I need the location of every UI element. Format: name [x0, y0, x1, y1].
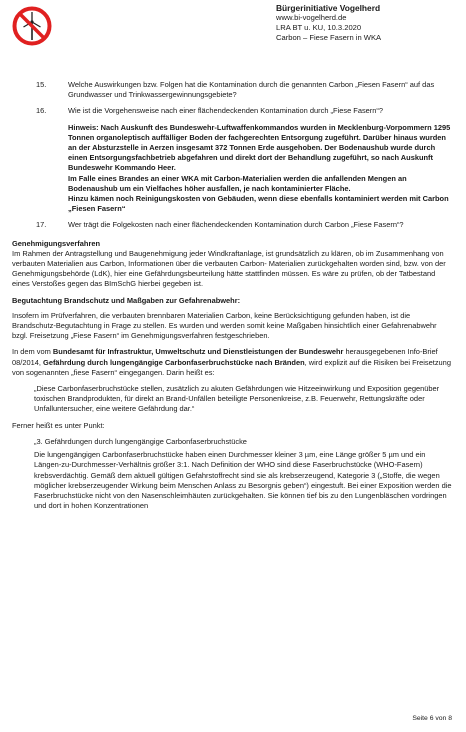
quote-block: Die lungengängigen Carbonfaserbruchstücke haben einen Durchmesser kleiner 3 µm, eine Länge größer 5 µm und ein Längen-zu-Durchmesser-Verhältnis größer 3:1. Nach Definition der WHO sind diese Faserbruchstücke (WHO-Fasern) krebsverdächtig. Gemäß dem aktuell gültigen Gefahrstoffrecht sind sie als krebserzeugend, Kategorie 3 („Stoffe, die wegen möglicher krebserzeugender Wirkung beim Menschen Anlass zu Besorgnis geben“) eingestuft. Bei einer Exposition werden die Faserbruchstücke nicht von den Nasenschleimhäuten zurückgehalten. Sie können tief bis zu den Lungenbläschen vordringen und dort in hohen Konzentrationen [34, 450, 452, 511]
text-span: , wird explizit auf die Risiken bei Freisetzung von sogenannten „fiese Fasern“ eingegangen. Darin heißt es: [12, 357, 451, 377]
paragraph-brandschutz: Insofern im Prüfverfahren, die verbauten brennbaren Materialien Carbon, keine Berücksichtigung gefunden haben, ist die Brandschutz-Begutachtung in Frage zu stellen. Es wurden und werden somit keine Maßgaben hinsichtlich einer Gefahrenabwehr bzgl. Freisetzung „Fiese Fasern“ im Genehmigungsverfahren festgeschrieben. [12, 310, 437, 341]
header-topic: Carbon – Fiese Fasern in WKA [276, 33, 382, 42]
question-number: 17. [36, 220, 47, 230]
header-org: Bürgerinitiative Vogelherd [276, 3, 381, 13]
section-heading-brandschutz: Begutachtung Brandschutz und Maßgaben zur Gefahrenabwehr: [12, 295, 241, 305]
question-text: Welche Auswirkungen bzw. Folgen hat die Kontamination durch die genannten Carbon „Fiesen Fasern“ auf das Grundwasser und Trinkwassergewinnungsgebiete? [68, 80, 435, 100]
quote-block: „Diese Carbonfaserbruchstücke stellen, zusätzlich zu akuten Gefährdungen wie Hitzeeinwirkung und Exposition gegenüber toxischen Brandprodukten, für direkt an Brand-Unfällen beteiligte Personenkreise, z.B. Feuerwehr, Rettungskräfte oder Unfalluntersucher, eine weitere Gefährdung dar.“ [34, 384, 440, 414]
header-url[interactable]: www.bi-vogelherd.de [276, 13, 347, 22]
paragraph-genehmigung: Im Rahmen der Antragstellung und Baugenehmigung jeder Windkraftanlage, ist grundsätzlich zu klären, ob im Zusammenhang von verbauten Materialien aus Carbon, Informationen über die verbauten Carbon- Materialien zurückgehalten worden sind, bzw. von der Genehmigungsbehörde (LdK), hier eine Gefährdungsbeurteilung hätte stattfinden müssen. Es wäre zu prüfen, ob der Tatbestand eines Verstoßes gegen das BImSchG hierbei gegeben ist. [12, 248, 446, 289]
hint-paragraph: Hinzu kämen noch Reinigungskosten von Gebäuden, wenn diese ebenfalls kontaminiert werden mit Carbon „Fiesen Fasern“ [68, 194, 449, 214]
text-span: In dem vom [12, 347, 53, 357]
no-wind-turbine-sign-icon [12, 6, 52, 46]
hint-paragraph: Im Falle eines Brandes an einer WKA mit Carbon-Materialien werden die anfallenden Mengen an Bodenaushub um ein Vielfaches höher ausfallen, je nach kontaminierter Fläche. [68, 173, 407, 193]
bold-span: Gefährdung durch lungengängige Carbonfaserbruchstücke nach Bränden [43, 357, 305, 367]
paragraph-bundesamt [12, 347, 452, 378]
question-17 [12, 220, 452, 230]
header-ref: LRA BT u. KU, 10.3.2020 [276, 23, 362, 32]
paragraph-ferner: Ferner heißt es unter Punkt: [12, 420, 105, 430]
question-number: 16. [36, 106, 47, 116]
text-span: herausgegebenen Info-Brief 08/2014, [12, 347, 438, 367]
bold-span: Bundesamt für Infrastruktur, Umweltschutz und Dienstleistungen der Bundeswehr [52, 347, 344, 357]
hint-paragraph: Hinweis: Nach Auskunft des Bundeswehr-Luftwaffenkommandos wurden in Mecklenburg-Vorpommern 1295 Tonnen organoleptisch auffälliger Boden der fachgerechten Entsorgung zugeführt. Darüber hinaus wurden an der Absturzstelle in Aerzen insgesamt 372 Tonnen Erde ausgehoben. Der Bodenaushub wurde durch einen Entsorgungsfachbetrieb abgefahren und direkt dort der Behandlung zugeführt, so nach Auskunft Bundeswehr Kommando Heer. [68, 122, 451, 173]
page-number: Seite 6 von 8 [412, 715, 452, 722]
hint-block [68, 123, 452, 215]
section-heading-genehmigung: Genehmigungsverfahren [12, 238, 101, 248]
question-number: 15. [36, 80, 47, 89]
subsection-heading: „3. Gefährdungen durch lungengängige Carbonfaserbruchstücke [34, 436, 247, 446]
question-text: Wie ist die Vorgehensweise nach einer flächendeckenden Kontamination durch „Fiese Fasern“? [68, 106, 384, 116]
document-header [276, 3, 462, 43]
question-text: Wer trägt die Folgekosten nach einer flächendeckenden Kontamination durch Carbon „Fiese Fasern“? [68, 220, 404, 230]
question-16 [12, 106, 452, 116]
document-body [12, 80, 452, 517]
question-15 [12, 80, 452, 100]
